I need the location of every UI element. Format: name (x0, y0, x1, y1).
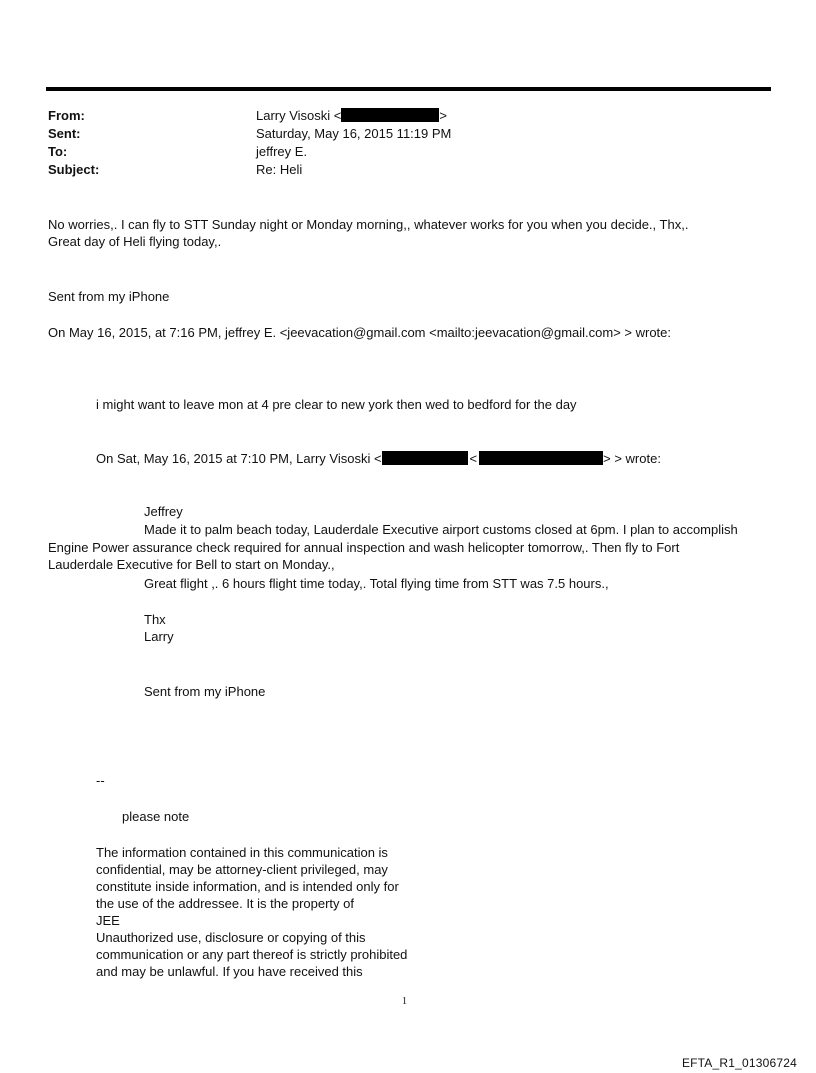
from-value (256, 108, 447, 123)
page-number: 1 (402, 996, 407, 1007)
quote1-header-end: > > wrote: (603, 451, 661, 466)
to-label: To: (48, 144, 68, 159)
document-id: EFTA_R1_01306724 (681, 1056, 797, 1070)
redaction-box (341, 108, 439, 122)
disclaimer-text: The information contained in this communication is confidential, may be attorney-client privileged, may constitute inside information, and is intended only for the use of the addressee. It is the property of JEE Unauthorized use, disclosure or copying of this communication or any part thereof is strictly prohibited and may be unlawful. If you have received this (96, 845, 408, 979)
from-name: Larry Visoski < (256, 108, 342, 123)
subject-value: Re: Heli (256, 162, 303, 177)
sent-value: Saturday, May 16, 2015 11:19 PM (256, 126, 452, 141)
redaction-box (479, 451, 603, 465)
reply-signature: Sent from my iPhone (48, 289, 170, 304)
quote2-greeting: Jeffrey (144, 504, 183, 519)
reply-line-1: No worries,. I can fly to STT Sunday night or Monday morning,, whatever works for you when you decide., Thx,. (48, 217, 689, 232)
reply-line-2: Great day of Heli flying today,. (48, 234, 222, 249)
quote2-p1-rest: Engine Power assurance check required for annual inspection and wash helicopter tomorrow,. Then fly to Fort Lauderdale Executive for Bell to start on Monday., (48, 540, 680, 572)
quote1-body: i might want to leave mon at 4 pre clear to new york then wed to bedford for the day (96, 397, 577, 412)
disclaimer-dashes: -- (96, 773, 105, 788)
quote-header: On May 16, 2015, at 7:16 PM, jeffrey E. <jeevacation@gmail.com <mailto:jeevacation@gmail.com> > wrote: (48, 325, 672, 340)
disclaimer-note: please note (122, 809, 190, 824)
quote1-header (96, 450, 661, 467)
to-value: jeffrey E. (256, 144, 308, 159)
reply-body (48, 216, 688, 250)
quote1-header-mid: < (469, 451, 478, 466)
quote2-signoff: Thx Larry (144, 612, 174, 644)
quote1-header-start: On Sat, May 16, 2015 at 7:10 PM, Larry Visoski < (96, 451, 382, 466)
quote2-signature: Sent from my iPhone (144, 684, 266, 699)
quote2-p1-line1: Made it to palm beach today, Lauderdale Executive airport customs closed at 6pm. I plan to accomplish (144, 522, 738, 537)
header-rule (46, 87, 771, 91)
from-close: > (439, 108, 447, 123)
from-label: From: (48, 108, 85, 123)
quote2-p2: Great flight ,. 6 hours flight time today,. Total flying time from STT was 7.5 hours., (144, 576, 609, 591)
sent-label: Sent: (48, 126, 81, 141)
redaction-box (382, 451, 468, 465)
subject-label: Subject: (48, 162, 100, 177)
